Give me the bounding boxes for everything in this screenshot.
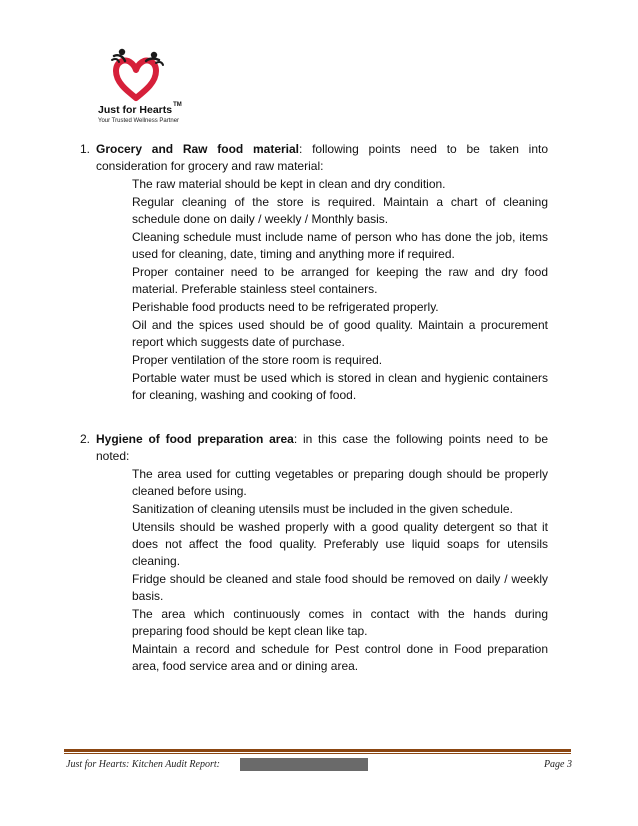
list-item: Sanitization of cleaning utensils must be included in the given schedule. (132, 502, 513, 516)
list-item: Proper ventilation of the store room is required. (132, 353, 383, 367)
list-item: Oil and the spices used should be of good quality. Maintain a procurement report which suggests date of purchase. (132, 318, 548, 349)
list-item: Perishable food products need to be refrigerated properly. (132, 300, 439, 314)
section-number: 2. (80, 432, 91, 446)
point-list (80, 176, 548, 404)
section-title: Hygiene of food preparation area (96, 432, 294, 446)
list-item: Cleaning schedule must include name of person who has done the job, items used for cleaning, date, timing and anything more if required. (132, 230, 548, 261)
list-item: Utensils should be washed properly with a good quality detergent so that it does not affect the food quality. Preferably use liquid soaps for utensils cleaning. (132, 520, 548, 568)
redacted-block (240, 758, 368, 771)
section-intro (80, 141, 548, 175)
trademark-symbol: TM (173, 102, 182, 108)
footer-divider-thin (64, 753, 571, 754)
section-food-preparation-hygiene (80, 431, 548, 675)
heart-logo-icon (96, 46, 176, 104)
brand-name: Just for Hearts™ (98, 102, 182, 116)
list-item: The area which continuously comes in contact with the hands during preparing food should be kept clean like tap. (132, 607, 548, 638)
section-grocery-raw-material (80, 141, 548, 404)
page-number: Page 3 (543, 759, 572, 770)
footer-divider (64, 749, 571, 752)
section-intro (80, 431, 548, 465)
point-list (80, 466, 548, 675)
list-item: Portable water must be used which is stored in clean and hygienic containers for cleaning, washing and cooking of food. (132, 371, 548, 402)
brand-tagline: Your Trusted Wellness Partner (98, 118, 180, 124)
list-item: Regular cleaning of the store is required. Maintain a chart of cleaning schedule done on daily / weekly / Monthly basis. (132, 195, 548, 226)
section-intro-text: : following points need to be taken into consideration for grocery and raw material: (96, 142, 548, 173)
footer-report-title: Just for Hearts: Kitchen Audit Report: (66, 759, 220, 770)
section-title: Grocery and Raw food material (96, 142, 300, 156)
document-body (80, 141, 548, 675)
list-item: The raw material should be kept in clean and dry condition. (132, 177, 446, 191)
section-number: 1. (80, 142, 91, 156)
list-item: Maintain a record and schedule for Pest control done in Food preparation area, food service area and or dining area. (132, 642, 548, 673)
list-item: Proper container need to be arranged for keeping the raw and dry food material. Preferable stainless steel containers. (132, 265, 548, 296)
section-intro-text: : in this case the following points need to be noted: (96, 432, 548, 463)
list-item: Fridge should be cleaned and stale food should be removed on daily / weekly basis. (132, 572, 548, 603)
list-item: The area used for cutting vegetables or preparing dough should be properly cleaned before using. (132, 467, 548, 498)
